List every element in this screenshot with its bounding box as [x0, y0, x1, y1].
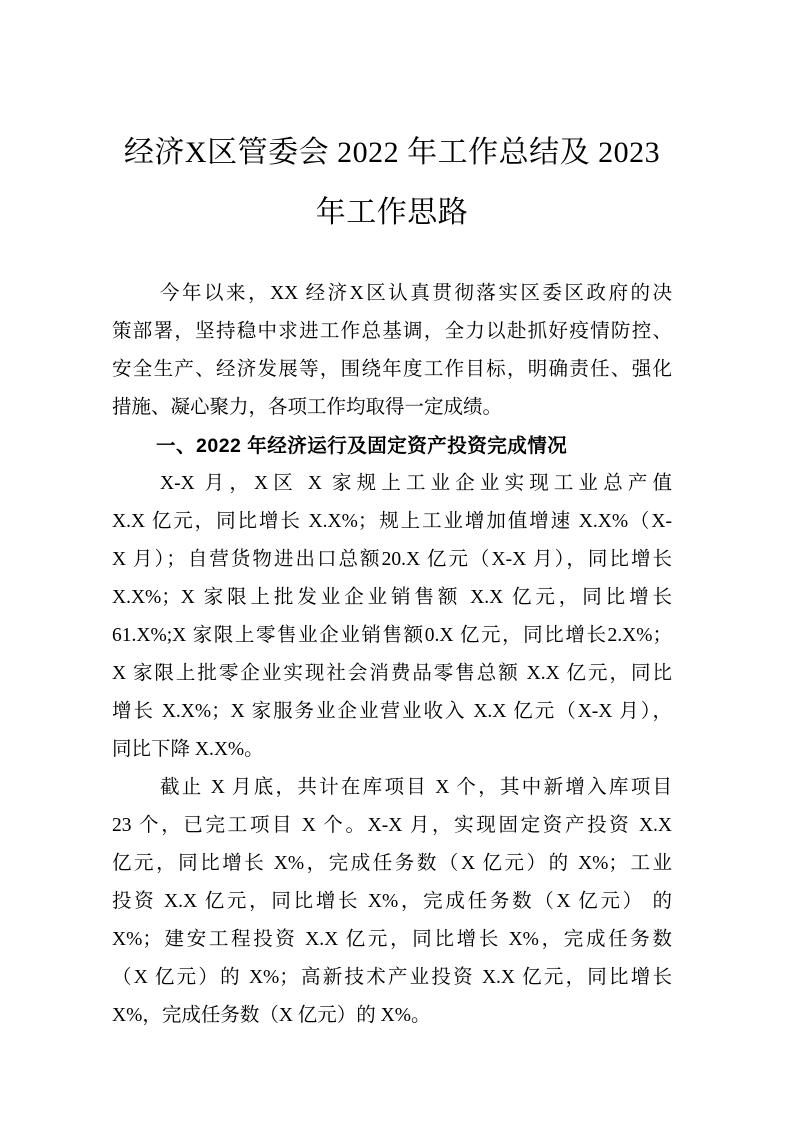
title-line-1: 经济X区管委会 2022 年工作总结及 2023: [123, 136, 661, 169]
body-line: 同比下降 X.X%。: [112, 739, 264, 760]
body-line: 安全生产、经济发展等，围绕年度工作目标，明确责任、强化: [112, 359, 672, 380]
body-line: 23 个，已完工项目 X 个。X-X 月，实现固定资产投资 X.X: [112, 815, 672, 836]
body-line: X%，完成任务数（X 亿元）的 X%。: [112, 1005, 431, 1026]
paragraph: [112, 275, 672, 427]
body-line: X.X 亿元，同比增长 X.X%；规上工业增加值增速 X.X%（X-: [112, 511, 672, 532]
body-line: X.X%；X 家限上批发业企业销售额 X.X 亿元，同比增长: [112, 587, 672, 608]
heading-line: 一、2022 年经济运行及固定资产投资完成情况: [156, 435, 568, 457]
body-line: 今年以来，XX 经济X区认真贯彻落实区委区政府的决: [160, 283, 672, 304]
body-line: 截止 X 月底，共计在库项目 X 个，其中新增入库项目: [160, 777, 672, 798]
paragraph: [112, 769, 672, 1035]
body-line: X 家限上批零企业实现社会消费品零售总额 X.X 亿元，同比: [112, 663, 672, 684]
body-line: 投资 X.X 亿元，同比增长 X%，完成任务数（X 亿元） 的: [112, 891, 672, 912]
body-line: X%；建安工程投资 X.X 亿元，同比增长 X%，完成任务数: [112, 929, 672, 950]
body-line: X-X 月，X区 X 家规上工业企业实现工业总产值: [160, 473, 672, 494]
section-heading: [112, 427, 672, 465]
body-line: X 月）；自营货物进出口总额20.X 亿元（X-X 月），同比增长: [112, 549, 672, 570]
body-line: （X 亿元）的 X%；高新技术产业投资 X.X 亿元，同比增长: [112, 967, 672, 988]
body-line: 亿元，同比增长 X%，完成任务数（X 亿元）的 X%；工业: [112, 853, 672, 874]
body-line: 61.X%;X 家限上零售业企业销售额0.X 亿元，同比增长2.X%；: [112, 625, 672, 646]
title-line-2: 年工作思路: [315, 196, 469, 229]
document-body: [112, 275, 672, 1035]
document-title: [112, 123, 672, 243]
body-line: 措施、凝心聚力，各项工作均取得一定成绩。: [112, 397, 503, 418]
paragraph: [112, 465, 672, 769]
body-line: 策部署，坚持稳中求进工作总基调，全力以赴抓好疫情防控、: [112, 321, 672, 342]
body-line: 增长 X.X%；X 家服务业企业营业收入 X.X 亿元（X-X 月），: [112, 701, 672, 722]
